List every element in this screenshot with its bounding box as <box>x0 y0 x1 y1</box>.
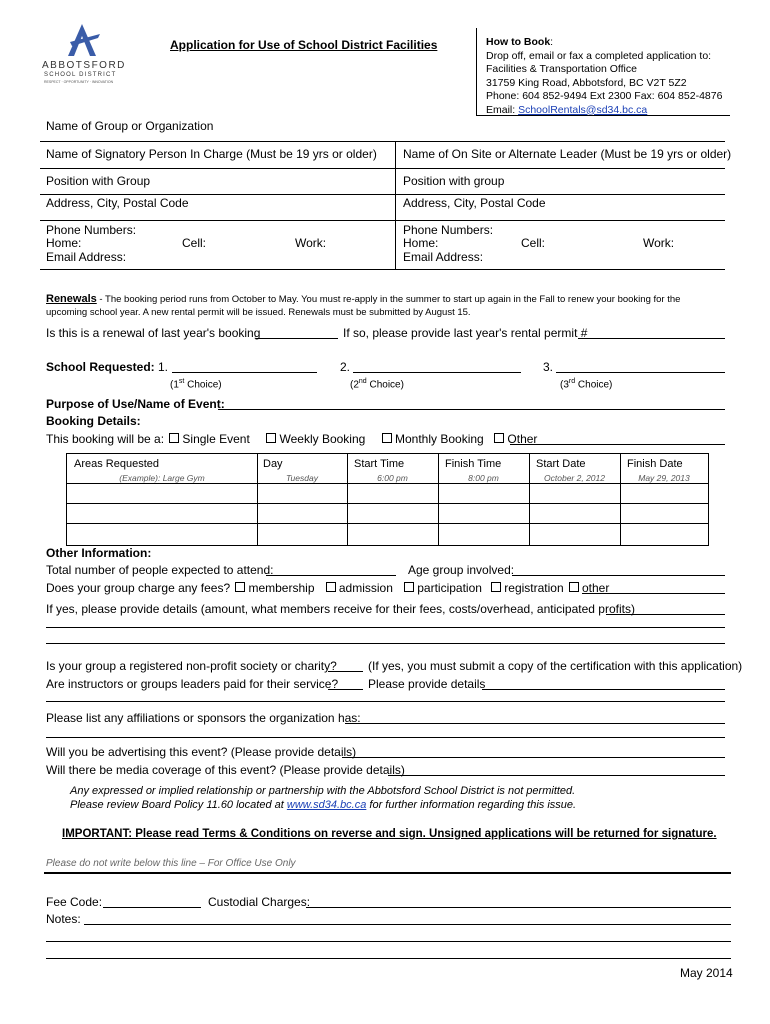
paid-details-line-2[interactable] <box>46 701 725 702</box>
weekly-booking-label: Weekly Booking <box>279 432 366 446</box>
other-fee-checkbox[interactable] <box>569 582 579 592</box>
work-left: Work: <box>295 236 327 250</box>
age-group-label: Age group involved: <box>408 563 515 577</box>
partnership-notice <box>70 784 576 812</box>
choice-3-number: 3. <box>543 360 554 374</box>
fees-details-line-2[interactable] <box>46 627 725 628</box>
other-fee-field[interactable] <box>582 580 725 594</box>
monthly-booking-label: Monthly Booking <box>395 432 484 446</box>
table-row[interactable] <box>67 484 708 503</box>
email-left: Email Address: <box>46 250 127 264</box>
home-left: Home: <box>46 236 82 250</box>
booking-line-4: Phone: 604 852-9494 Ext 2300 Fax: 604 852-4876 <box>486 90 723 102</box>
purpose-label: Purpose of Use/Name of Event: <box>46 397 225 411</box>
page-title: Application for Use of School District Facilities <box>170 38 438 52</box>
col-header-finish-time: Finish Time <box>445 458 502 470</box>
fee-code-field[interactable] <box>103 894 201 908</box>
col-header-day: Day <box>263 458 283 470</box>
purpose-field[interactable] <box>218 396 725 410</box>
membership-checkbox[interactable] <box>235 582 245 592</box>
choice-3-label: (3rd Choice) <box>560 378 613 391</box>
affiliations-label: Please list any affiliations or sponsors the organization has: <box>46 711 361 725</box>
booking-line-3: 31759 King Road, Abbotsford, BC V2T 5Z2 <box>486 76 687 89</box>
fees-question: Does your group charge any fees? <box>46 581 231 595</box>
notice-line-1: Any expressed or implied relationship or partnership with the Abbotsford School District is not permitted. <box>70 785 576 797</box>
phone-numbers-right: Phone Numbers: <box>403 223 494 237</box>
logo-sub: SCHOOL DISTRICT <box>44 72 117 78</box>
logo-name: ABBOTSFORD <box>42 60 126 71</box>
fees-details-label: If yes, please provide details (amount, what members receive for their fees, costs/overhead, anticipated profits) <box>46 602 635 616</box>
total-attend-field[interactable] <box>266 562 396 576</box>
phone-numbers-left: Phone Numbers: <box>46 223 137 237</box>
heading-colon: : <box>550 36 554 48</box>
paid-question: Are instructors or groups leaders paid for their service? <box>46 677 339 691</box>
advertising-field[interactable] <box>342 744 725 758</box>
example-finish-date: May 29, 2013 <box>638 473 690 483</box>
group-name-label: Name of Group or Organization <box>46 119 214 133</box>
membership-label: membership <box>248 581 315 595</box>
district-logo <box>38 22 128 86</box>
col-header-areas: Areas Requested <box>74 458 159 470</box>
onsite-leader-label: Name of On Site or Alternate Leader (Must be 19 yrs or older) <box>403 147 732 161</box>
weekly-booking-checkbox[interactable] <box>266 433 276 443</box>
registration-label: registration <box>504 581 564 595</box>
advertising-question: Will you be advertising this event? (Please provide details) <box>46 745 357 759</box>
school-choice-1-field[interactable] <box>172 359 317 373</box>
renewals-line-2: upcoming school year. A new rental permit will be issued. Renewals must be submitted by August 15. <box>46 306 471 318</box>
position-label-right: Position with group <box>403 174 505 188</box>
custodial-label: Custodial Charges: <box>208 895 311 909</box>
school-choice-3-field[interactable] <box>556 359 725 373</box>
important-notice: IMPORTANT: Please read Terms & Conditions on reverse and sign. Unsigned applications will be returned for signature. <box>62 828 717 840</box>
booking-line-2: Facilities & Transportation Office <box>486 63 637 75</box>
how-to-book-heading: How to Book <box>486 36 551 48</box>
participation-checkbox[interactable] <box>404 582 414 592</box>
choice-2-label: (2nd Choice) <box>350 378 404 391</box>
monthly-booking-checkbox[interactable] <box>382 433 392 443</box>
nonprofit-field[interactable] <box>328 658 363 672</box>
other-booking-field[interactable] <box>510 431 725 445</box>
logo-mark-icon <box>62 22 102 58</box>
paid-field[interactable] <box>328 676 363 690</box>
paid-details-field[interactable] <box>482 676 725 690</box>
example-start-time: 6:00 pm <box>377 473 408 483</box>
other-checkbox[interactable] <box>494 433 504 443</box>
admission-checkbox[interactable] <box>326 582 336 592</box>
nonprofit-question: Is your group a registered non-profit society or charity? <box>46 659 337 673</box>
paid-note: Please provide details <box>368 677 486 691</box>
other-option-label: Other <box>507 432 538 446</box>
participation-label: participation <box>417 581 482 595</box>
notes-line-3[interactable] <box>46 958 731 959</box>
office-use-note: Please do not write below this line – For Office Use Only <box>46 858 296 869</box>
how-to-book-box <box>476 28 730 116</box>
position-label-left: Position with Group <box>46 174 151 188</box>
notice-line-2a: Please review Board Policy 11.60 located at <box>70 799 287 811</box>
permit-question: If so, please provide last year's rental permit # <box>343 326 588 340</box>
address-label-right: Address, City, Postal Code <box>403 196 546 210</box>
footer-date: May 2014 <box>680 966 733 980</box>
home-right: Home: <box>403 236 439 250</box>
admission-label: admission <box>338 581 393 595</box>
fees-details-line-3[interactable] <box>46 643 725 644</box>
policy-link[interactable]: www.sd34.bc.ca <box>286 799 367 811</box>
notes-label: Notes: <box>46 912 81 926</box>
renewal-question: Is this is a renewal of last year's booking <box>46 326 261 340</box>
booking-line-1: Drop off, email or fax a completed application to: <box>486 49 712 62</box>
school-choice-2-field[interactable] <box>353 359 521 373</box>
choice-1-number: 1. <box>158 360 169 374</box>
renewals-label: Renewals <box>46 293 97 305</box>
col-header-start-time: Start Time <box>354 458 405 470</box>
address-label-left: Address, City, Postal Code <box>46 196 189 210</box>
signatory-label: Name of Signatory Person In Charge (Must be 19 yrs or older) <box>46 147 377 161</box>
example-finish-time: 8:00 pm <box>468 473 499 483</box>
cell-left: Cell: <box>182 236 207 250</box>
renewal-answer-field[interactable] <box>256 325 338 339</box>
example-day: Tuesday <box>286 473 318 483</box>
notes-line-2[interactable] <box>46 941 731 942</box>
renewals-text <box>46 293 736 319</box>
example-area: (Example): Large Gym <box>119 473 205 483</box>
affiliations-field[interactable] <box>345 710 725 724</box>
choice-1-label: (1st Choice) <box>170 378 222 391</box>
booking-type-label: This booking will be a: <box>46 432 165 446</box>
fees-row <box>46 581 609 595</box>
total-attend-label: Total number of people expected to attend: <box>46 563 274 577</box>
email-right: Email Address: <box>403 250 484 264</box>
custodial-field[interactable] <box>306 894 731 908</box>
booking-type-row <box>46 432 537 446</box>
single-event-label: Single Event <box>182 432 250 446</box>
fee-code-label: Fee Code: <box>46 895 103 909</box>
booking-details-heading: Booking Details: <box>46 414 141 428</box>
col-header-start-date: Start Date <box>536 458 586 470</box>
notice-line-2b: for further information regarding this issue. <box>366 799 577 811</box>
media-question: Will there be media coverage of this event? (Please provide details) <box>46 763 405 777</box>
renewals-line-1: - The booking period runs from October to May. You must re-apply in the summer to start up again in the Fall to renew your booking for the <box>96 294 681 305</box>
media-field[interactable] <box>388 762 725 776</box>
fees-details-field[interactable] <box>606 601 725 615</box>
affiliations-line-2[interactable] <box>46 737 725 738</box>
office-divider <box>44 872 731 874</box>
single-event-checkbox[interactable] <box>169 433 179 443</box>
col-header-finish-date: Finish Date <box>627 458 683 470</box>
other-fee-label: other <box>582 581 610 595</box>
choice-2-number: 2. <box>340 360 351 374</box>
booking-email-link[interactable]: SchoolRentals@sd34.bc.ca <box>518 103 648 116</box>
booking-table <box>66 453 709 546</box>
cell-right: Cell: <box>521 236 546 250</box>
table-row[interactable] <box>67 504 708 523</box>
example-start-date: October 2, 2012 <box>544 473 605 483</box>
table-row[interactable] <box>67 524 708 545</box>
logo-tagline: RESPECT · OPPORTUNITY · INNOVATION <box>44 80 114 84</box>
work-right: Work: <box>643 236 675 250</box>
school-requested-label: School Requested: <box>46 360 155 374</box>
nonprofit-note: (If yes, you must submit a copy of the certification with this application) <box>368 659 743 673</box>
other-info-heading: Other Information: <box>46 546 152 560</box>
age-group-field[interactable] <box>512 562 725 576</box>
email-label: Email: <box>486 103 519 116</box>
notes-field[interactable] <box>84 911 731 925</box>
permit-number-field[interactable] <box>578 325 725 339</box>
registration-checkbox[interactable] <box>491 582 501 592</box>
